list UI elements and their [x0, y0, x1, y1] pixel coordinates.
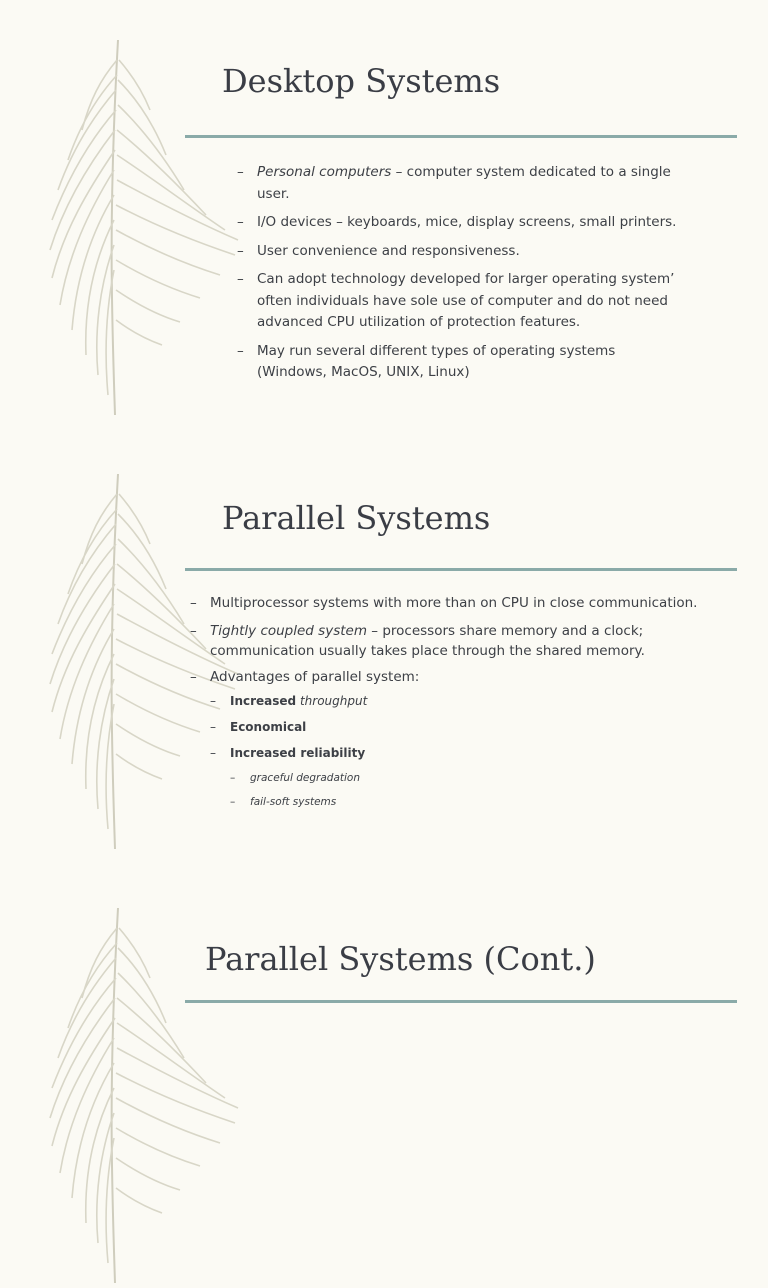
dash-bullet-icon: – [237, 164, 244, 180]
slide-title: Desktop Systems [222, 62, 501, 100]
slide-parallel-systems-cont [0, 868, 768, 1024]
list-item [230, 770, 730, 786]
title-divider [185, 1000, 737, 1003]
sub-bullet-bold-text: Increased reliability [230, 746, 366, 760]
dash-bullet-icon: – [190, 668, 197, 685]
sub-bullet-italic-text: throughput [296, 694, 368, 708]
list-item [210, 718, 730, 736]
bullet-text: – processors share memory and a clock; communication usually takes place through the shared memory. [210, 622, 645, 659]
dash-bullet-icon: – [210, 746, 216, 760]
sub-bullet-bold-text: Economical [230, 720, 307, 734]
dash-bullet-icon: – [210, 720, 216, 734]
list-item [210, 744, 730, 762]
list-item [230, 794, 730, 810]
bullet-text: User convenience and responsiveness. [257, 242, 520, 259]
slide-desktop-systems [0, 0, 768, 434]
dash-bullet-icon: – [237, 214, 244, 230]
dash-bullet-icon: – [190, 622, 197, 639]
sub-sub-bullet-text: fail-soft systems [250, 796, 337, 808]
bullet-lead-text: Tightly coupled system [210, 622, 367, 639]
list-item [237, 241, 687, 263]
bullet-list [190, 593, 730, 818]
list-item [190, 593, 730, 615]
dash-bullet-icon: – [190, 595, 197, 611]
title-divider [185, 568, 737, 571]
slide-title: Parallel Systems (Cont.) [205, 940, 596, 978]
bullet-text: – computer system dedicated to a single user. [257, 164, 671, 202]
list-item [237, 162, 687, 205]
dash-bullet-icon: – [230, 772, 236, 784]
title-divider [185, 135, 737, 138]
list-item [237, 269, 687, 334]
dash-bullet-icon: – [237, 342, 244, 359]
bullet-lead-text: Personal computers [257, 164, 392, 180]
slide-parallel-systems [0, 434, 768, 868]
list-item [237, 341, 687, 384]
list-item [190, 667, 730, 689]
bullet-text: Multiprocessor systems with more than on CPU in close communication. [210, 595, 698, 611]
bullet-text: Advantages of parallel system: [210, 668, 420, 685]
bullet-text: May run several different types of operating systems (Windows, MacOS, UNIX, Linux) [257, 342, 616, 380]
list-item [237, 212, 687, 234]
dash-bullet-icon: – [237, 271, 244, 287]
slide-title: Parallel Systems [222, 499, 491, 537]
dash-bullet-icon: – [210, 694, 216, 708]
bullet-text: Can adopt technology developed for larger operating system’ often individuals have sole use of computer and do not need advanced CPU utilization of protection features. [257, 271, 675, 330]
dash-bullet-icon: – [237, 242, 244, 259]
list-item [190, 621, 730, 661]
bullet-list [237, 162, 687, 391]
list-item [210, 692, 730, 710]
dash-bullet-icon: – [230, 796, 236, 808]
sub-sub-bullet-text: graceful degradation [250, 772, 361, 784]
bullet-text: I/O devices – keyboards, mice, display screens, small printers. [257, 214, 677, 230]
sub-bullet-bold-text: Increased [230, 694, 297, 708]
